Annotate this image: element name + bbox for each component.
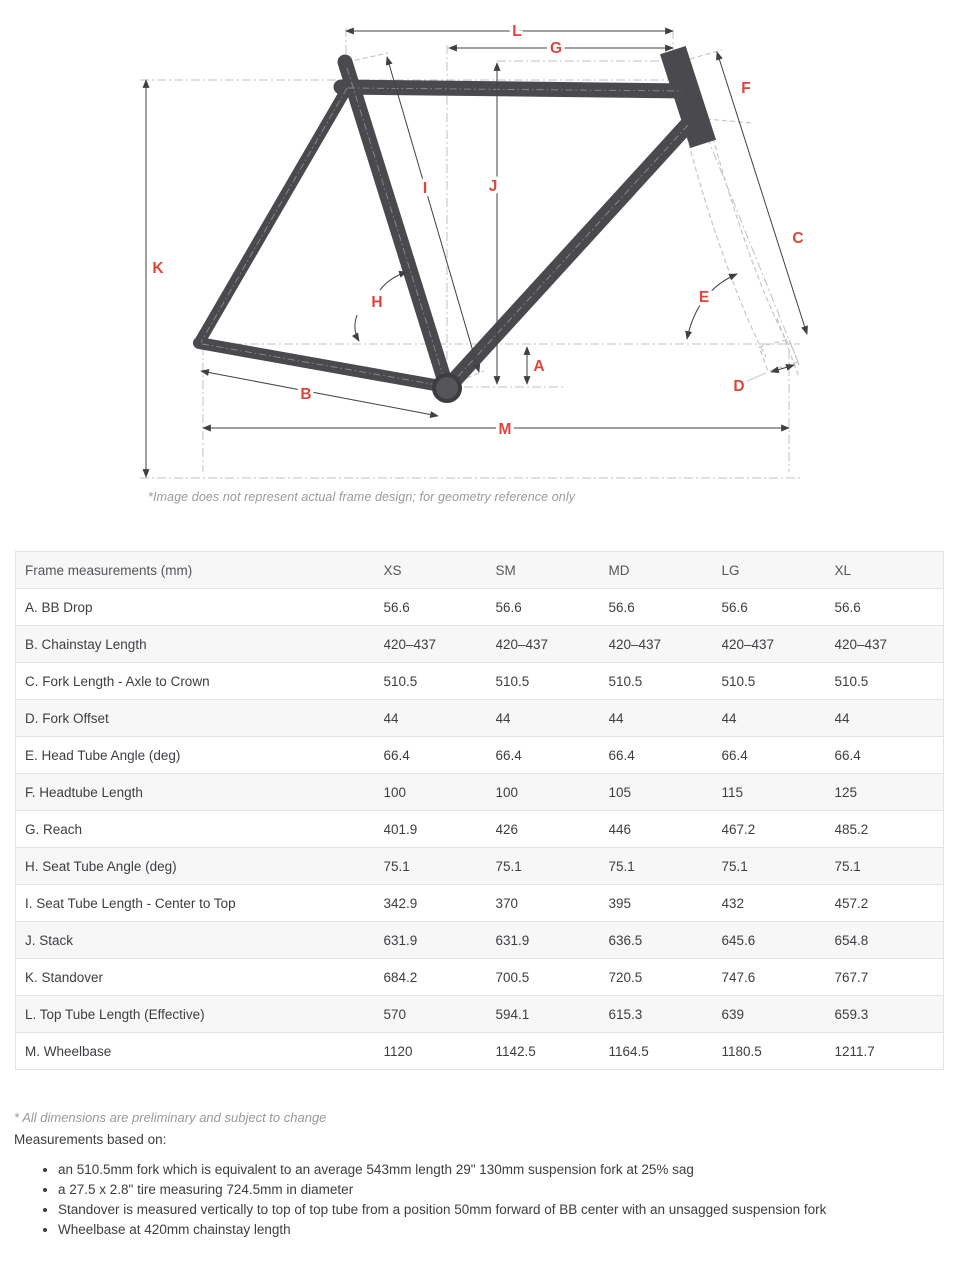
label-E: E (698, 289, 710, 306)
label-K: K (152, 260, 164, 277)
cell: 420–437 (609, 626, 722, 663)
cell: 570 (384, 996, 496, 1033)
table-row (16, 885, 944, 922)
cell: 457.2 (835, 885, 944, 922)
cell: 56.6 (722, 589, 835, 626)
cell: 75.1 (609, 848, 722, 885)
cell: 720.5 (609, 959, 722, 996)
cell: 66.4 (496, 737, 609, 774)
table-row (16, 737, 944, 774)
cell: 1142.5 (496, 1033, 609, 1070)
cell: 56.6 (609, 589, 722, 626)
row-label: G. Reach (16, 811, 384, 848)
cell: 615.3 (609, 996, 722, 1033)
cell: 1120 (384, 1033, 496, 1070)
angle-E-arc (687, 274, 737, 339)
cell: 105 (609, 774, 722, 811)
cell: 700.5 (496, 959, 609, 996)
table-row (16, 774, 944, 811)
list-item: • Wheelbase at 420mm chainstay length (58, 1220, 826, 1240)
measurements-list (14, 1160, 826, 1240)
cell: 401.9 (384, 811, 496, 848)
label-G: G (549, 40, 563, 57)
cell: 747.6 (722, 959, 835, 996)
label-A: A (533, 358, 545, 375)
diagram-caption: *Image does not represent actual frame design; for geometry reference only (148, 490, 576, 504)
row-label: K. Standover (16, 959, 384, 996)
table-header-row (16, 552, 944, 589)
table-row (16, 811, 944, 848)
cell: 44 (609, 700, 722, 737)
seat-stay (199, 85, 349, 343)
cell: 485.2 (835, 811, 944, 848)
cell: 639 (722, 996, 835, 1033)
label-C: C (792, 230, 804, 247)
table-row (16, 626, 944, 663)
angle-H-arc-upper (380, 272, 407, 290)
column-header-xl: XL (835, 552, 944, 589)
cell: 767.7 (835, 959, 944, 996)
row-label: F. Headtube Length (16, 774, 384, 811)
cell: 75.1 (722, 848, 835, 885)
cell: 44 (384, 700, 496, 737)
frame-tubes (199, 62, 699, 388)
table-row (16, 1033, 944, 1070)
bottom-bracket (434, 375, 460, 401)
cell: 100 (384, 774, 496, 811)
column-header-xs: XS (384, 552, 496, 589)
table-row (16, 848, 944, 885)
label-F: F (741, 80, 751, 97)
table-row (16, 589, 944, 626)
cell: 56.6 (384, 589, 496, 626)
cell: 446 (609, 811, 722, 848)
cell: 684.2 (384, 959, 496, 996)
measurements-intro: Measurements based on: (14, 1132, 167, 1147)
cell: 654.8 (835, 922, 944, 959)
preliminary-note: * All dimensions are preliminary and subject to change (14, 1110, 327, 1125)
cell: 342.9 (384, 885, 496, 922)
list-item: • an 510.5mm fork which is equivalent to an average 543mm length 29" 130mm suspension fork at 25% sag (58, 1160, 826, 1180)
column-header-measurements: Frame measurements (mm) (16, 552, 384, 589)
row-label: I. Seat Tube Length - Center to Top (16, 885, 384, 922)
label-J: J (488, 178, 498, 195)
cell: 420–437 (496, 626, 609, 663)
cell: 510.5 (609, 663, 722, 700)
fork-outline (347, 50, 799, 384)
tube-centerlines (201, 68, 688, 386)
cell: 1180.5 (722, 1033, 835, 1070)
row-label: E. Head Tube Angle (deg) (16, 737, 384, 774)
table-row (16, 663, 944, 700)
cell: 659.3 (835, 996, 944, 1033)
dim-F-C (717, 52, 807, 334)
cell: 631.9 (496, 922, 609, 959)
cell: 432 (722, 885, 835, 922)
angle-H-arc-lower (355, 315, 359, 341)
cell: 44 (496, 700, 609, 737)
row-label: D. Fork Offset (16, 700, 384, 737)
row-label: M. Wheelbase (16, 1033, 384, 1070)
cell: 631.9 (384, 922, 496, 959)
table-row (16, 959, 944, 996)
column-header-lg: LG (722, 552, 835, 589)
cell: 56.6 (835, 589, 944, 626)
head-tube (677, 63, 699, 131)
cell: 44 (722, 700, 835, 737)
cell: 510.5 (835, 663, 944, 700)
cell: 66.4 (722, 737, 835, 774)
row-label: B. Chainstay Length (16, 626, 384, 663)
cell: 467.2 (722, 811, 835, 848)
top-tube (341, 87, 688, 91)
label-L: L (512, 23, 522, 40)
cell: 75.1 (496, 848, 609, 885)
row-label: A. BB Drop (16, 589, 384, 626)
cell: 1164.5 (609, 1033, 722, 1070)
label-D-leader (747, 373, 766, 381)
cell: 125 (835, 774, 944, 811)
cell: 66.4 (384, 737, 496, 774)
column-header-sm: SM (496, 552, 609, 589)
list-item: • a 27.5 x 2.8" tire measuring 724.5mm in diameter (58, 1180, 826, 1200)
cell: 370 (496, 885, 609, 922)
cell: 594.1 (496, 996, 609, 1033)
cell: 44 (835, 700, 944, 737)
column-header-md: MD (609, 552, 722, 589)
label-H: H (371, 294, 383, 311)
cell: 510.5 (722, 663, 835, 700)
label-I: I (422, 180, 428, 197)
table-row (16, 922, 944, 959)
cell: 1211.7 (835, 1033, 944, 1070)
label-M: M (498, 421, 512, 438)
cell: 420–437 (722, 626, 835, 663)
label-D: D (733, 378, 745, 395)
cell: 75.1 (835, 848, 944, 885)
cell: 56.6 (496, 589, 609, 626)
table-row (16, 700, 944, 737)
row-label: C. Fork Length - Axle to Crown (16, 663, 384, 700)
cell: 115 (722, 774, 835, 811)
cell: 420–437 (835, 626, 944, 663)
cell: 426 (496, 811, 609, 848)
cell: 510.5 (384, 663, 496, 700)
cell: 420–437 (384, 626, 496, 663)
cell: 636.5 (609, 922, 722, 959)
row-label: H. Seat Tube Angle (deg) (16, 848, 384, 885)
cell: 66.4 (835, 737, 944, 774)
row-label: L. Top Tube Length (Effective) (16, 996, 384, 1033)
cell: 66.4 (609, 737, 722, 774)
cell: 645.6 (722, 922, 835, 959)
geometry-table (15, 551, 944, 1070)
row-label: J. Stack (16, 922, 384, 959)
cell: 75.1 (384, 848, 496, 885)
label-B: B (300, 386, 312, 403)
cell: 510.5 (496, 663, 609, 700)
cell: 395 (609, 885, 722, 922)
table-row (16, 996, 944, 1033)
frame-geometry-diagram (0, 0, 958, 520)
cell: 100 (496, 774, 609, 811)
list-item: • Standover is measured vertically to top of top tube from a position 50mm forward of BB center with an unsagged suspension fork (58, 1200, 826, 1220)
